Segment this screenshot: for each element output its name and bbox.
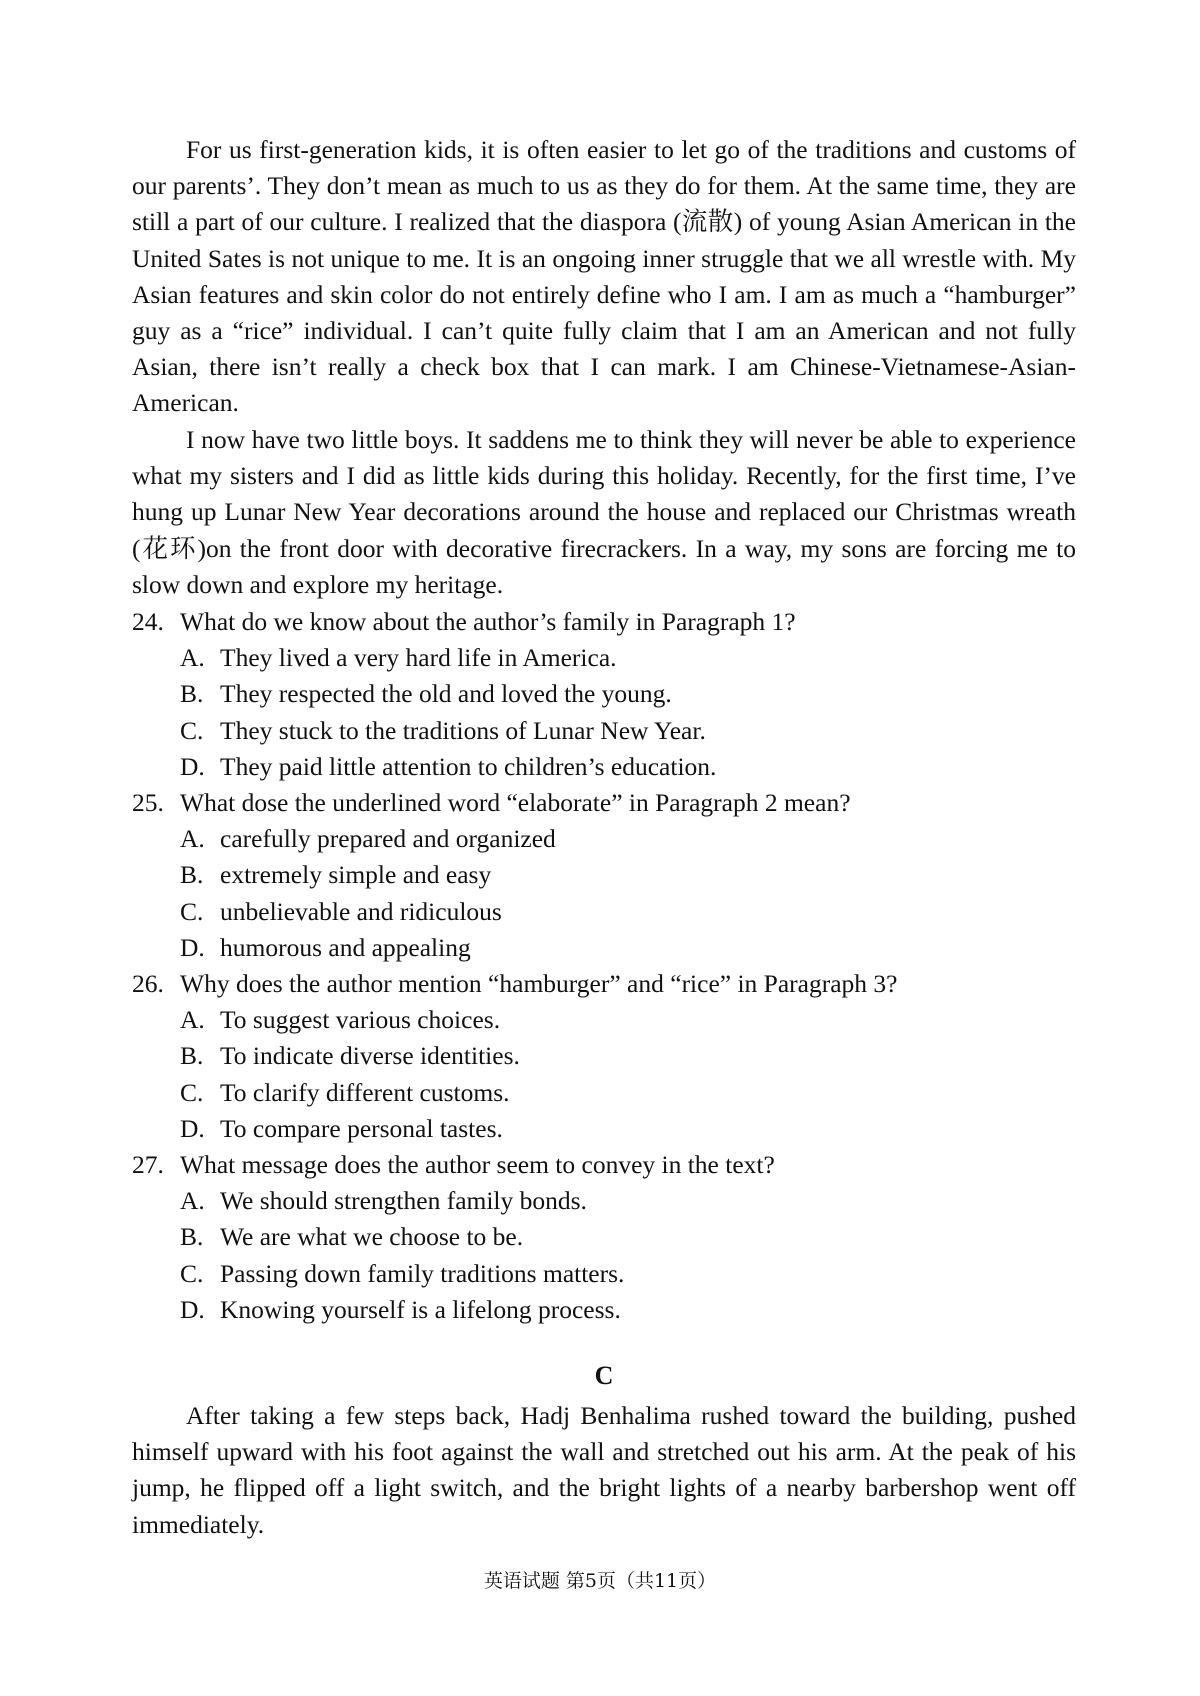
option-a (132, 821, 1076, 857)
option-text: To suggest various choices. (220, 1005, 501, 1035)
option-text: We should strengthen family bonds. (220, 1186, 587, 1216)
option-letter: A. (180, 643, 205, 673)
option-letter: D. (180, 1113, 205, 1143)
option-b (132, 676, 1076, 712)
question-stem: What dose the underlined word “elaborate” in Paragraph 2 mean? (180, 788, 851, 818)
option-letter: C. (180, 1258, 204, 1288)
option-a (132, 1002, 1076, 1038)
passage-paragraph-2: I now have two little boys. It saddens me to think they will never be able to experience what my sisters and I did as little kids during this holiday. Recently, for the first time, I’ve hung up Lunar New Year decorations around the house and replaced our Christmas wreath (花环)on the front door with decorative firecrackers. In a way, my sons are forcing me to slow down and explore my heritage. (132, 425, 1076, 599)
question-number: 25. (132, 788, 164, 818)
question-26 (132, 966, 1076, 1147)
option-b (132, 857, 1076, 893)
option-b (132, 1038, 1076, 1074)
option-d (132, 1111, 1076, 1147)
option-letter: D. (180, 751, 205, 781)
option-letter: C. (180, 1077, 204, 1107)
option-letter: A. (180, 824, 205, 854)
question-number: 26. (132, 969, 164, 999)
option-text: Knowing yourself is a lifelong process. (220, 1294, 621, 1324)
page-footer: 英语试题 第5页（共11页） (483, 1570, 717, 1592)
question-24 (132, 604, 1076, 785)
question-stem: Why does the author mention “hamburger” and “rice” in Paragraph 3? (180, 969, 898, 999)
option-letter: D. (180, 932, 205, 962)
option-letter: B. (180, 860, 204, 890)
option-letter: C. (180, 715, 204, 745)
passage-paragraph-1: For us first-generation kids, it is often easier to let go of the traditions and customs of our parents’. They don’t mean as much to us as they do for them. At the same time, they are still a part of our culture. I realized that the diaspora (流散) of young Asian American in the United Sates is not unique to me. It is an ongoing inner struggle that we all wrestle with. My Asian features and skin color do not entirely define who I am. I am as much a “hamburger” guy as a “rice” individual. I can’t quite fully claim that I am an American and not fully Asian, there isn’t really a check box that I can mark. I am Chinese-Vietnamese-Asian-American. (132, 135, 1076, 418)
option-text: They paid little attention to children’s education. (220, 751, 717, 781)
option-a (132, 640, 1076, 676)
question-27 (132, 1147, 1076, 1328)
option-letter: A. (180, 1186, 205, 1216)
option-letter: A. (180, 1005, 205, 1035)
option-text: They respected the old and loved the young. (220, 679, 672, 709)
option-c (132, 894, 1076, 930)
option-text: Passing down family traditions matters. (220, 1258, 625, 1288)
option-b (132, 1219, 1076, 1255)
option-letter: D. (180, 1294, 205, 1324)
option-c (132, 1256, 1076, 1292)
option-text: unbelievable and ridiculous (220, 896, 502, 926)
section-c-paragraph: After taking a few steps back, Hadj Benhalima rushed toward the building, pushed himself upward with his foot against the wall and stretched out his arm. At the peak of his jump, he flipped off a light switch, and the bright lights of a nearby barbershop went off immediately. (132, 1401, 1076, 1539)
option-a (132, 1183, 1076, 1219)
option-letter: B. (180, 1041, 204, 1071)
option-text: extremely simple and easy (220, 860, 492, 890)
option-c (132, 713, 1076, 749)
option-d (132, 930, 1076, 966)
option-text: We are what we choose to be. (220, 1222, 524, 1252)
option-letter: B. (180, 679, 204, 709)
question-number: 27. (132, 1150, 164, 1180)
question-stem: What message does the author seem to convey in the text? (180, 1150, 775, 1180)
question-25 (132, 785, 1076, 966)
option-text: To compare personal tastes. (220, 1113, 503, 1143)
section-c-heading: C (594, 1361, 614, 1390)
option-c (132, 1075, 1076, 1111)
question-number: 24. (132, 607, 164, 636)
option-text: humorous and appealing (220, 932, 471, 962)
option-text: They stuck to the traditions of Lunar New Year. (220, 715, 706, 745)
option-text: carefully prepared and organized (220, 824, 556, 854)
option-text: To indicate diverse identities. (220, 1041, 520, 1071)
question-stem: What do we know about the author’s family in Paragraph 1? (180, 607, 796, 636)
option-letter: B. (180, 1222, 204, 1252)
option-text: To clarify different customs. (220, 1077, 510, 1107)
question-list (132, 604, 1076, 1328)
option-letter: C. (180, 896, 204, 926)
option-text: They lived a very hard life in America. (220, 643, 617, 673)
option-d (132, 749, 1076, 785)
option-d (132, 1292, 1076, 1328)
